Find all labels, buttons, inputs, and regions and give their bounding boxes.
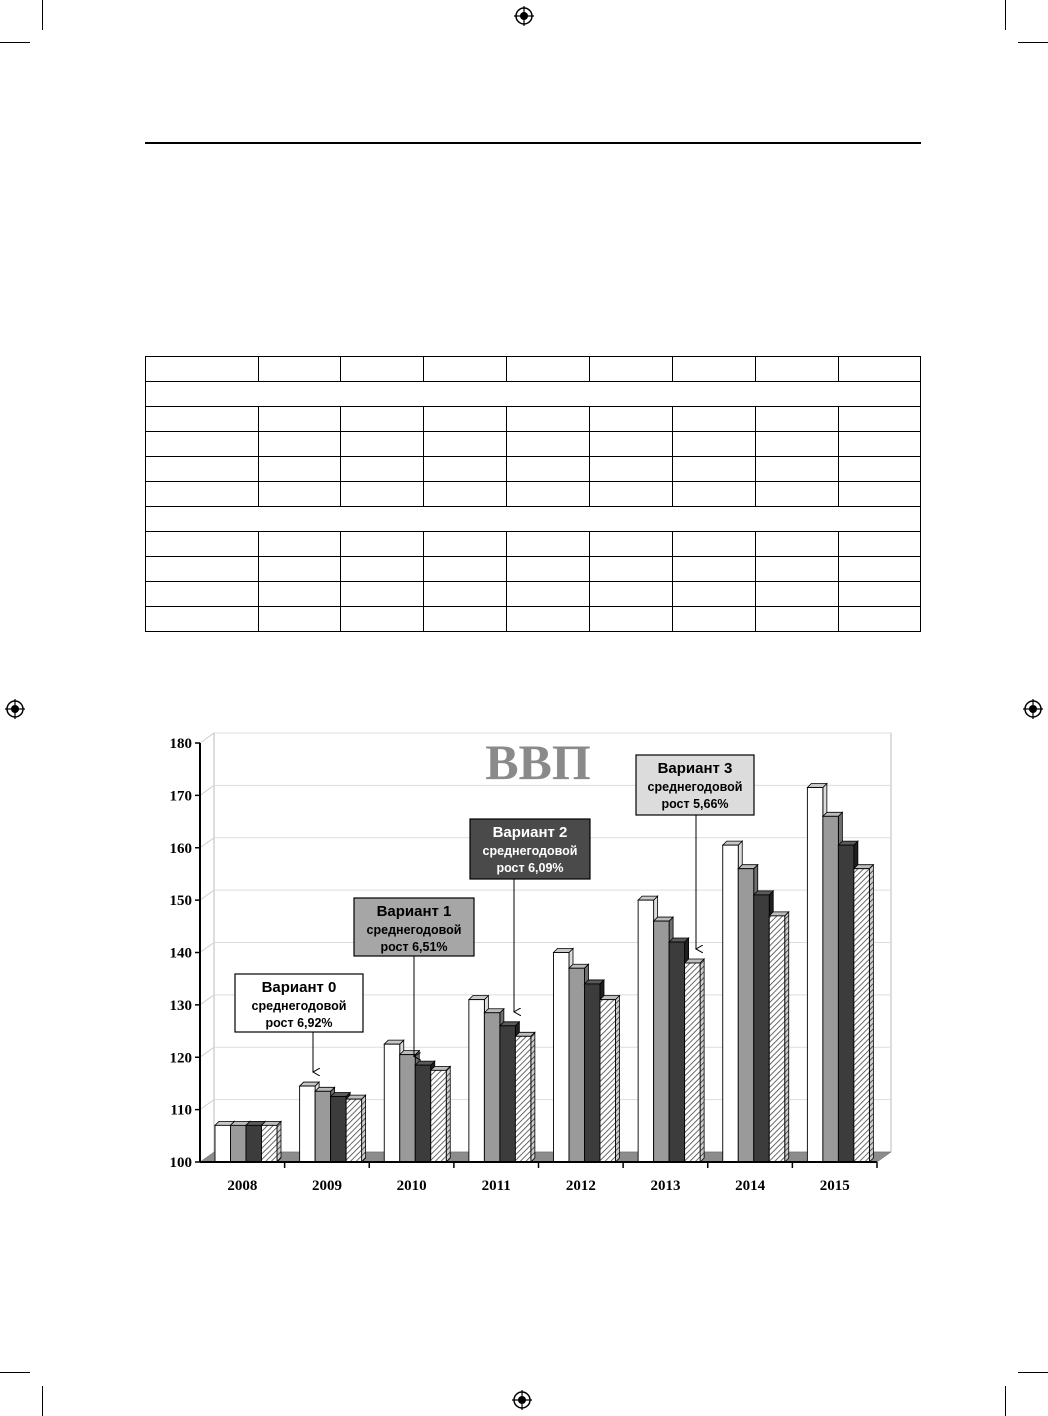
gridline	[200, 785, 214, 795]
bar-top	[585, 980, 605, 984]
table-cell	[756, 357, 839, 382]
table-cell	[590, 607, 673, 632]
table-cell	[838, 482, 920, 507]
table-cell	[258, 432, 341, 457]
table-cell	[673, 357, 756, 382]
table-cell	[146, 557, 259, 582]
table-row	[146, 357, 921, 382]
table-cell	[424, 432, 507, 457]
crop-mark	[1018, 1372, 1048, 1373]
bar-side	[616, 996, 620, 1162]
table-cell	[258, 582, 341, 607]
bar	[346, 1099, 362, 1162]
table-cell	[756, 432, 839, 457]
crop-mark	[1005, 0, 1006, 30]
table-cell	[673, 557, 756, 582]
table-cell	[341, 532, 424, 557]
table-cell	[590, 582, 673, 607]
table-cell	[756, 407, 839, 432]
x-tick-label: 2012	[565, 1178, 596, 1194]
bar-side	[700, 959, 704, 1162]
table-cell	[756, 557, 839, 582]
table-row	[146, 507, 921, 532]
table-cell	[341, 557, 424, 582]
gridline	[200, 1100, 214, 1110]
table-cell	[673, 582, 756, 607]
table-cell	[424, 482, 507, 507]
table-cell	[838, 532, 920, 557]
callout-label: среднегодовой	[251, 999, 347, 1013]
gridline	[200, 1047, 214, 1057]
table-cell	[590, 432, 673, 457]
table-cell	[258, 607, 341, 632]
table-cell	[507, 407, 590, 432]
bar	[469, 1000, 485, 1162]
table-cell	[507, 582, 590, 607]
bar	[769, 916, 785, 1162]
table-cell	[424, 557, 507, 582]
table-cell	[756, 532, 839, 557]
table-cell	[341, 457, 424, 482]
table-cell	[341, 432, 424, 457]
table-cell	[838, 357, 920, 382]
table-cell	[258, 357, 341, 382]
bar	[685, 963, 701, 1162]
callout-label: среднегодовой	[482, 844, 578, 858]
chart-title: ВВП	[485, 734, 591, 790]
bar-top	[554, 949, 574, 953]
callout-value: рост 6,51%	[380, 940, 448, 954]
table-cell	[507, 532, 590, 557]
table-cell	[341, 607, 424, 632]
bar	[600, 1000, 616, 1162]
bar	[484, 1013, 500, 1162]
y-tick-label: 120	[169, 1050, 192, 1067]
bar-top	[669, 938, 689, 942]
bar	[585, 984, 601, 1162]
crop-mark	[42, 0, 43, 30]
bar-top	[754, 891, 774, 895]
bar-top	[431, 1066, 451, 1070]
table-cell	[341, 357, 424, 382]
bar	[431, 1070, 447, 1162]
table-row	[146, 432, 921, 457]
table-cell	[146, 407, 259, 432]
bar	[569, 968, 585, 1162]
table-row	[146, 382, 921, 407]
table-cell	[258, 407, 341, 432]
table-cell	[590, 482, 673, 507]
table-cell	[673, 457, 756, 482]
bar	[384, 1044, 400, 1162]
crop-mark	[1018, 42, 1048, 43]
table-cell	[590, 532, 673, 557]
bar-top	[400, 1051, 420, 1055]
table-cell	[146, 457, 259, 482]
crop-mark	[1005, 1386, 1006, 1416]
y-tick-label: 180	[169, 736, 192, 752]
table-cell	[673, 607, 756, 632]
bar-top	[654, 917, 674, 921]
callout-title: Вариант 1	[376, 903, 452, 920]
bar	[723, 845, 739, 1162]
table-cell	[838, 557, 920, 582]
table-cell	[838, 582, 920, 607]
table-cell	[146, 532, 259, 557]
bar-top	[854, 865, 874, 869]
y-tick-label: 150	[169, 893, 192, 910]
bar-top	[346, 1095, 366, 1099]
table-cell	[341, 407, 424, 432]
bar-side	[277, 1121, 281, 1162]
bar	[400, 1055, 416, 1162]
table-cell	[756, 582, 839, 607]
y-tick-label: 100	[169, 1155, 192, 1171]
crop-mark	[0, 1372, 30, 1373]
bar-top	[838, 841, 858, 845]
bar-top	[484, 1009, 504, 1013]
table-cell	[341, 582, 424, 607]
gridline	[200, 838, 214, 848]
x-tick-label: 2009	[311, 1178, 342, 1194]
bar-top	[469, 996, 489, 1000]
table-cell	[756, 607, 839, 632]
bar-top	[415, 1061, 435, 1065]
table-cell	[838, 432, 920, 457]
table-row	[146, 532, 921, 557]
bar-top	[331, 1093, 351, 1097]
callout-value: рост 5,66%	[661, 797, 729, 811]
table-cell	[146, 382, 921, 407]
table-row	[146, 607, 921, 632]
table-cell	[258, 557, 341, 582]
table-row	[146, 407, 921, 432]
bar-side	[869, 865, 873, 1162]
table-cell	[507, 557, 590, 582]
callout-label: среднегодовой	[366, 923, 462, 937]
callout-value: рост 6,09%	[496, 861, 564, 875]
bar	[823, 816, 839, 1162]
table-cell	[146, 607, 259, 632]
bar	[807, 788, 823, 1162]
y-tick-label: 110	[170, 1102, 192, 1119]
bar-top	[300, 1082, 320, 1086]
bar-top	[384, 1040, 404, 1044]
table-row	[146, 457, 921, 482]
bar-top	[738, 865, 758, 869]
registration-mark-icon	[512, 1390, 532, 1410]
table-cell	[673, 532, 756, 557]
table-cell	[507, 607, 590, 632]
x-tick-label: 2013	[650, 1178, 681, 1194]
table-cell	[507, 457, 590, 482]
bar	[838, 845, 854, 1162]
bar-top	[638, 896, 658, 900]
table-row	[146, 482, 921, 507]
data-table	[145, 356, 921, 632]
table-cell	[590, 457, 673, 482]
bar-side	[446, 1066, 450, 1162]
gridline	[200, 733, 214, 743]
gdp-chart	[150, 722, 900, 1202]
table-cell	[673, 432, 756, 457]
bar	[754, 895, 770, 1162]
table-cell	[258, 532, 341, 557]
bar	[654, 921, 670, 1162]
table-cell	[838, 407, 920, 432]
y-tick-label: 140	[169, 945, 192, 962]
table-cell	[838, 457, 920, 482]
table-cell	[756, 457, 839, 482]
table-cell	[424, 457, 507, 482]
table-cell	[424, 357, 507, 382]
bar	[262, 1125, 278, 1162]
table-cell	[146, 582, 259, 607]
bar	[415, 1065, 431, 1162]
crop-mark	[0, 42, 30, 43]
bar	[315, 1091, 331, 1162]
bar	[331, 1097, 347, 1162]
bar-side	[531, 1032, 535, 1162]
bar-side	[785, 912, 789, 1162]
registration-mark-icon	[1023, 699, 1043, 719]
bar	[638, 900, 654, 1162]
bar	[554, 953, 570, 1163]
x-tick-label: 2014	[735, 1178, 766, 1194]
bar-top	[685, 959, 705, 963]
bar	[500, 1026, 516, 1162]
table-cell	[424, 407, 507, 432]
table-cell	[673, 482, 756, 507]
x-tick-label: 2008	[227, 1178, 258, 1194]
bar-top	[769, 912, 789, 916]
bar-top	[262, 1121, 282, 1125]
table-cell	[424, 607, 507, 632]
table-cell	[590, 407, 673, 432]
table-cell	[507, 432, 590, 457]
gridline	[200, 995, 214, 1005]
bar-side	[362, 1095, 366, 1162]
y-tick-label: 130	[169, 997, 192, 1014]
y-tick-label: 170	[169, 788, 192, 805]
table-cell	[756, 482, 839, 507]
bar	[515, 1036, 531, 1162]
table-cell	[507, 482, 590, 507]
crop-mark	[42, 1386, 43, 1416]
table-row	[146, 557, 921, 582]
bar-top	[315, 1087, 335, 1091]
table-cell	[146, 357, 259, 382]
bar-top	[823, 812, 843, 816]
bar	[215, 1125, 231, 1162]
bar-top	[600, 996, 620, 1000]
y-tick-label: 160	[169, 840, 192, 857]
table-cell	[424, 582, 507, 607]
table-cell	[146, 432, 259, 457]
x-tick-label: 2010	[396, 1178, 427, 1194]
bar-top	[500, 1022, 520, 1026]
registration-mark-icon	[5, 699, 25, 719]
bar-top	[569, 964, 589, 968]
bar	[246, 1125, 262, 1162]
bar	[231, 1125, 247, 1162]
gridline	[200, 890, 214, 900]
bar	[854, 869, 870, 1162]
callout-title: Вариант 3	[657, 760, 733, 777]
table-cell	[424, 532, 507, 557]
callout-label: среднегодовой	[647, 780, 743, 794]
registration-mark-icon	[514, 6, 534, 26]
callout-value: рост 6,92%	[265, 1016, 333, 1030]
table-cell	[146, 507, 921, 532]
gridline	[200, 943, 214, 953]
bar-top	[723, 841, 743, 845]
x-tick-label: 2015	[819, 1178, 850, 1194]
bar	[669, 942, 685, 1162]
table-cell	[673, 407, 756, 432]
table-cell	[258, 482, 341, 507]
table-cell	[838, 607, 920, 632]
bar-top	[515, 1032, 535, 1036]
table-cell	[590, 557, 673, 582]
table-cell	[258, 457, 341, 482]
x-tick-label: 2011	[481, 1178, 511, 1194]
table-row	[146, 582, 921, 607]
table-cell	[590, 357, 673, 382]
header-rule	[145, 142, 921, 144]
bar-top	[807, 784, 827, 788]
callout-title: Вариант 0	[261, 979, 337, 996]
table-cell	[507, 357, 590, 382]
table-cell	[341, 482, 424, 507]
callout-title: Вариант 2	[492, 824, 568, 841]
bar	[738, 869, 754, 1162]
bar	[300, 1086, 316, 1162]
table-cell	[146, 482, 259, 507]
